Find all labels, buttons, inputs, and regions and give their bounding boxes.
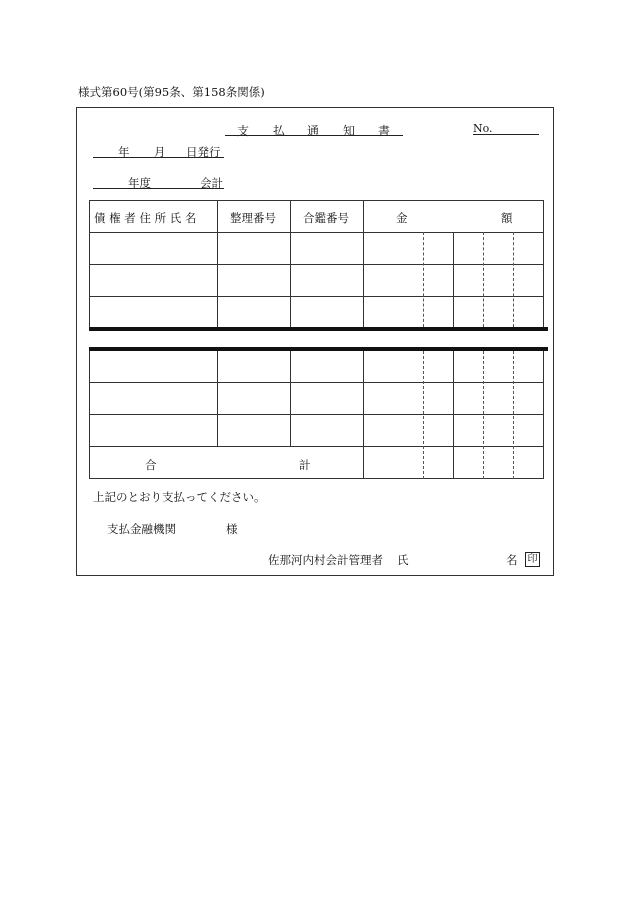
header-amount-left: 金	[396, 211, 408, 225]
table-col-line	[453, 351, 454, 479]
table-border-top	[89, 200, 544, 201]
payment-instruction: 上記のとおり支払ってください。	[93, 490, 266, 504]
seal-mark: 印	[525, 552, 540, 567]
table-col-line	[290, 200, 291, 327]
table-row-line	[89, 296, 544, 297]
bank-honorific: 様	[226, 522, 238, 536]
table-border-right	[543, 200, 544, 327]
table-border-right	[543, 351, 544, 479]
day-issued-label: 日発行	[186, 145, 221, 159]
table-border-bottom	[89, 478, 544, 479]
table-col-line	[217, 351, 218, 446]
digit-separator	[513, 351, 514, 479]
digit-separator	[513, 232, 514, 327]
given-name-label: 名	[506, 553, 518, 567]
digit-separator	[483, 351, 484, 479]
account-label: 会計	[200, 176, 223, 190]
month-label: 月	[154, 145, 166, 159]
header-audit-number: 合鑑番号	[303, 211, 349, 225]
number-field[interactable]	[473, 134, 539, 135]
title-char: 書	[378, 124, 391, 138]
bank-label: 支払金融機関	[107, 522, 176, 536]
table-col-line	[217, 200, 218, 327]
table-border-left	[89, 351, 90, 479]
table-row-line	[89, 414, 544, 415]
table-col-line	[453, 232, 454, 327]
title-underline	[225, 135, 403, 136]
header-amount-right: 額	[501, 211, 513, 225]
title-char: 知	[343, 124, 356, 138]
table-row-line	[89, 382, 544, 383]
digit-separator	[423, 232, 424, 327]
table-col-line	[290, 351, 291, 446]
table-row-line	[89, 446, 544, 447]
surname-label: 氏	[397, 553, 409, 567]
year-label: 年	[118, 145, 130, 159]
title-char: 支	[237, 124, 250, 138]
total-label-left: 合	[145, 458, 157, 472]
number-label: No.	[473, 122, 493, 135]
title-char: 払	[273, 124, 286, 138]
issue-date-field[interactable]	[93, 157, 224, 158]
header-creditor: 債 権 者 住 所 氏 名	[94, 211, 197, 225]
table-break-line-bottom	[89, 347, 548, 351]
digit-separator	[423, 351, 424, 479]
table-col-line	[363, 200, 364, 327]
table-col-line	[363, 351, 364, 479]
table-row-line	[89, 264, 544, 265]
table-break-line-top	[89, 327, 548, 331]
table-row-line	[89, 232, 544, 233]
header-ref-number: 整理番号	[230, 211, 276, 225]
fiscal-year-field[interactable]	[93, 188, 224, 189]
officer-title: 佐那河内村会計管理者	[268, 553, 383, 567]
title-char: 通	[307, 124, 320, 138]
table-border-left	[89, 200, 90, 327]
digit-separator	[483, 232, 484, 327]
total-label-right: 計	[299, 458, 311, 472]
fiscal-year-label: 年度	[128, 176, 151, 190]
form-number-label: 様式第60号(第95条、第158条関係)	[78, 85, 265, 99]
